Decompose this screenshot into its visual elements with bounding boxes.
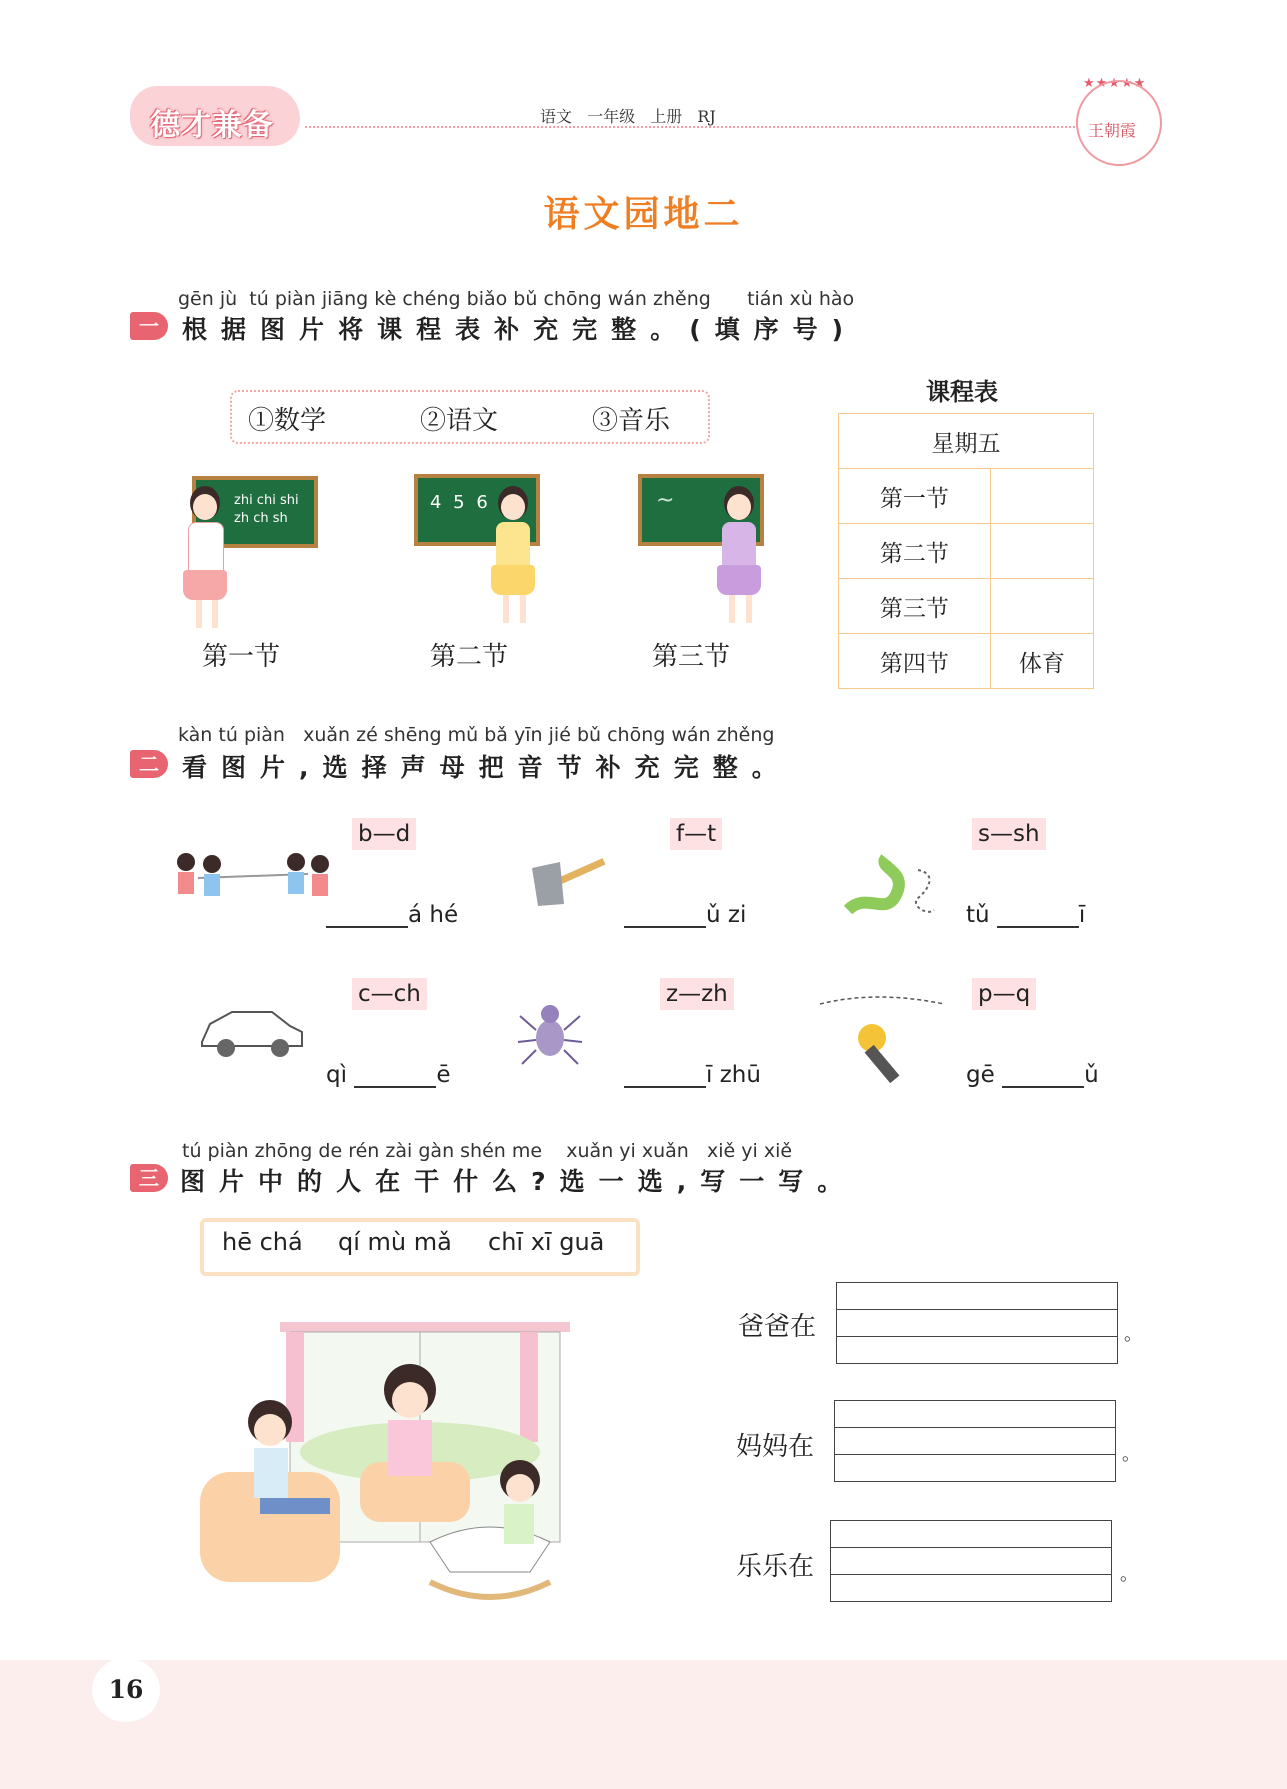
period-mark: 。: [1124, 1324, 1142, 1345]
page-number: 16: [92, 1658, 160, 1722]
option-math: ①数学: [248, 406, 327, 436]
question-2-text: 看图片,选择声母把音节补充完整。: [182, 753, 791, 782]
answer-blank[interactable]: [624, 1060, 706, 1088]
header-volume: 上册: [650, 107, 683, 126]
header-info: [540, 104, 716, 127]
question-3-pinyin: tú piàn zhōng de rén zài gàn shén me xuǎn yi xuǎn xiě yi xiě: [182, 1140, 793, 1162]
timetable-cell[interactable]: [990, 524, 1093, 579]
question-3-text: 图片中的人在干什么?选一选,写一写。: [180, 1167, 857, 1196]
family-living-room-picture: [190, 1312, 614, 1630]
teacher-2-leg: [503, 595, 509, 623]
syllable-item: gē ǔ: [966, 1062, 1099, 1088]
answer-blank[interactable]: [326, 900, 408, 928]
snake-picture: [838, 850, 948, 924]
teacher-1-blouse: [188, 522, 224, 574]
choice-ride-horse: qí mù mǎ: [338, 1228, 452, 1256]
syllable-item: ī zhū: [624, 1060, 761, 1088]
axe-picture: [526, 846, 608, 920]
lele-answer-box[interactable]: [830, 1520, 1112, 1602]
option-chinese: ②语文: [420, 406, 499, 436]
teacher-3-leg: [746, 595, 752, 623]
initials-pair: p—q: [972, 978, 1036, 1010]
lesson-label-3: 第三节: [652, 642, 731, 672]
choice-drink-tea: hē chá: [222, 1228, 303, 1256]
writing-line: [831, 1547, 1111, 1548]
teacher-3-face: [727, 494, 751, 520]
initials-pair: z—zh: [660, 978, 734, 1010]
mother-label: 妈妈在: [736, 1432, 815, 1462]
lele-label: 乐乐在: [736, 1552, 815, 1582]
brand-logo-text: 德才兼备: [150, 108, 274, 143]
answer-blank[interactable]: [997, 900, 1079, 928]
timetable-row: 第三节: [839, 579, 1094, 634]
footer-wave: [0, 1660, 1287, 1789]
timetable-row: 第四节 体育: [839, 634, 1094, 689]
teacher-1-leg: [212, 600, 218, 628]
tug-of-war-picture: [168, 848, 336, 912]
timetable-header: 星期五: [839, 414, 1094, 469]
teacher-2-skirt: [491, 565, 535, 595]
period-mark: 。: [1120, 1564, 1138, 1585]
answer-blank[interactable]: [624, 900, 706, 928]
board-1-text: zhi chi shi zh ch sh: [234, 493, 299, 526]
header-subject: 语文: [540, 107, 573, 126]
header-grade: 一年级: [587, 107, 636, 126]
seal-text: 王朝霞: [1088, 121, 1137, 140]
question-3-badge: 三: [130, 1164, 168, 1192]
spider-picture: [516, 994, 584, 1068]
writing-line: [835, 1454, 1115, 1455]
option-music: ③音乐: [592, 406, 671, 436]
lesson-label-1: 第一节: [202, 642, 281, 672]
stars-decoration: ★★★★★: [1083, 76, 1147, 91]
board-3-music-notes: ~: [656, 488, 675, 513]
teacher-1-face: [193, 494, 217, 520]
syllable-item: tǔ ī: [966, 902, 1086, 928]
microphone-picture: [816, 990, 948, 1086]
mother-answer-box[interactable]: [834, 1400, 1116, 1482]
initials-pair: c—ch: [352, 978, 427, 1010]
teacher-3-leg: [729, 595, 735, 623]
answer-blank[interactable]: [1002, 1060, 1084, 1088]
question-2-pinyin: kàn tú piàn xuǎn zé shēng mǔ bǎ yīn jié bǔ chōng wán zhěng: [178, 724, 775, 746]
board-2-text: 4 5 6: [430, 492, 491, 513]
header-edition: RJ: [697, 107, 716, 126]
timetable-cell[interactable]: [990, 469, 1093, 524]
timetable-title: 课程表: [926, 378, 998, 406]
teacher-3-skirt: [717, 565, 761, 595]
timetable-cell: 体育: [990, 634, 1093, 689]
initials-pair: b—d: [352, 818, 416, 850]
writing-line: [837, 1336, 1117, 1337]
teacher-2-leg: [520, 595, 526, 623]
period-mark: 。: [1122, 1444, 1140, 1465]
page-title: 语文园地二: [543, 194, 744, 235]
answer-blank[interactable]: [354, 1060, 436, 1088]
syllable-item: á hé: [326, 900, 458, 928]
choice-eat-watermelon: chī xī guā: [488, 1228, 605, 1256]
timetable-row: 第二节: [839, 524, 1094, 579]
father-answer-box[interactable]: [836, 1282, 1118, 1364]
teacher-2-face: [501, 494, 525, 520]
initials-pair: f—t: [670, 818, 722, 850]
timetable: [838, 413, 1094, 689]
timetable-row: 第一节: [839, 469, 1094, 524]
teacher-1-skirt: [183, 570, 227, 600]
writing-line: [835, 1427, 1115, 1428]
teacher-1-leg: [196, 600, 202, 628]
father-label: 爸爸在: [738, 1312, 817, 1342]
question-1-text: 根据图片将课程表补充完整。(填序号): [182, 315, 858, 344]
question-1-badge: 一: [130, 312, 168, 340]
lesson-label-2: 第二节: [430, 642, 509, 672]
timetable-cell[interactable]: [990, 579, 1093, 634]
writing-line: [837, 1309, 1117, 1310]
initials-pair: s—sh: [972, 818, 1046, 850]
syllable-item: ǔ zi: [624, 900, 746, 928]
question-2-badge: 二: [130, 750, 168, 778]
writing-line: [831, 1574, 1111, 1575]
question-1-pinyin: gēn jù tú piàn jiāng kè chéng biǎo bǔ chōng wán zhěng tián xù hào: [178, 288, 855, 310]
car-picture: [198, 1002, 306, 1060]
syllable-item: qì ē: [326, 1062, 451, 1088]
